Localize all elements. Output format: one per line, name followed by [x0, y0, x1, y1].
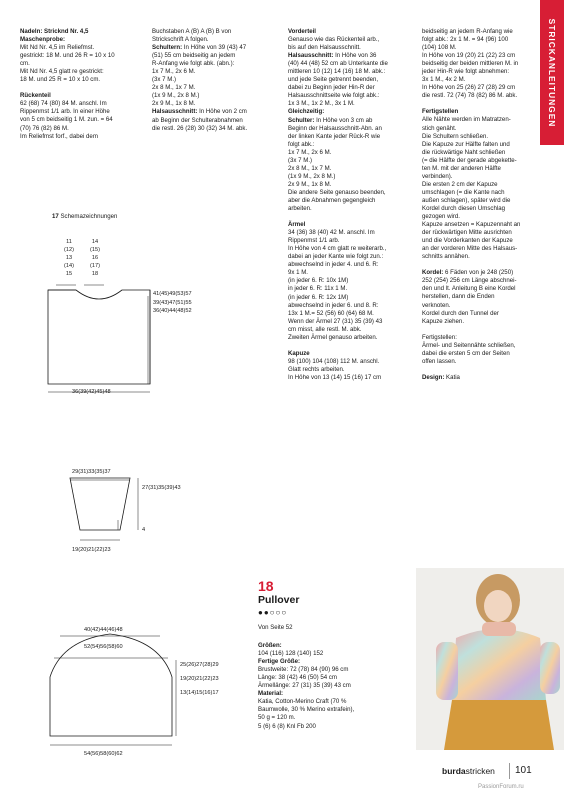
hood-bottom-label: 54(56)58(60)62: [84, 751, 123, 757]
text-line: gestrickt: 18 M. und 26 R = 10 x 10: [20, 52, 115, 60]
text-line: In Höhe von 13 (14) 15 (16) 17 cm: [288, 373, 382, 381]
sleeve-bottom-label: 19(20)21(22)23: [72, 547, 111, 553]
text-line: (3x 7 M.): [288, 156, 313, 164]
text-line: aber die Abnahmen gegengleich: [288, 196, 376, 204]
text-line: stich genäht.: [422, 124, 457, 132]
sleeve-outline: [70, 478, 130, 530]
text-line: arbeiten.: [288, 205, 312, 213]
hood-mid-label: 52(54)56(58)60: [84, 644, 123, 650]
sleeve-top-label: 29(31)33(35)37: [72, 469, 111, 475]
text-line: In Höhe von 4 cm glatt re weiterarb.,: [288, 245, 387, 253]
text-line: In Höhe von 19 (20) 21 (22) 23 cm: [422, 52, 516, 60]
text-line: der rückwärtigen Mitte ausrichten: [422, 229, 512, 237]
child-in-pullover-image: [416, 568, 564, 750]
schematic-caption-number: 17: [52, 213, 59, 220]
body-height-label: 41(45)49(53)57 39(43)47(51)55 36(40)44(48)52: [153, 291, 192, 314]
text-line: Schultern: In Höhe von 39 (43) 47: [152, 44, 247, 52]
text-line: Kapuze ansetzen = Kapuzennaht an: [422, 221, 521, 229]
text-line: Halsausschnitt: In Höhe von 36: [288, 52, 377, 60]
text-line: Kapuze ziehen.: [422, 317, 465, 325]
text-line: Vorderteil: [288, 28, 316, 35]
text-line: (in jeder 6. R: 12x 1M): [288, 293, 349, 301]
footer-divider: [509, 763, 510, 779]
text-line: gezogen wird.: [422, 213, 460, 221]
text-line: Kordel: 6 Fäden von je 248 (250): [422, 269, 514, 277]
text-line: folgt abk.:: [288, 140, 315, 148]
text-line: dabei an jeder Kante wie folgt zun.:: [288, 253, 384, 261]
text-line: abwechselnd in jeder 4. und 6. R:: [288, 261, 379, 269]
text-line: Zweiten Ärmel genauso arbeiten.: [288, 333, 378, 341]
text-line: Mit Nd Nr. 4,5 im Reliefmst.: [20, 44, 95, 52]
text-line: cm misst, alle restl. M. abk.: [288, 325, 362, 333]
model-photo: [416, 568, 564, 750]
text-line: Ärmellänge: 27 (31) 35 (39) 43 cm: [258, 682, 351, 690]
text-line: Baumwolle, 30 % Merino extrafein),: [258, 706, 355, 714]
text-line: (in jeder 6. R: 10x 1M): [288, 277, 349, 285]
text-line: (40) 44 (48) 52 cm ab Unterkante die: [288, 60, 388, 68]
text-line: außen schlagen), später wird die: [422, 196, 511, 204]
text-line: bis auf den Halsausschnitt.: [288, 44, 361, 52]
text-line: verknoten.: [422, 301, 451, 309]
text-line: 1x 3 M., 1x 2 M., 3x 1 M.: [288, 100, 355, 108]
text-line: an der vorderen Mitte des Halsaus-: [422, 245, 518, 253]
text-line: die restl. 72 (74) 78 (82) 86 M. abk.: [422, 92, 518, 100]
hood-height-2-label: 19(20)21(22)23: [180, 676, 219, 682]
model-title: Pullover: [258, 594, 300, 606]
text-line: Katia, Cotton-Merino Craft (70 %: [258, 698, 347, 706]
text-line: die rückwärtige Naht schließen: [422, 148, 506, 156]
text-line: Mit Nd Nr. 4,5 glatt re gestrickt:: [20, 68, 104, 76]
text-line: 2x 8 M., 1x 7 M.: [152, 84, 196, 92]
text-line: Im Reliefmst forf., dabei dem: [20, 132, 98, 140]
text-line: herstellen, dann die Enden: [422, 293, 495, 301]
text-line: 2x 8 M., 1x 7 M.: [288, 164, 332, 172]
text-line: Maschenprobe:: [20, 36, 66, 44]
text-line: dabei zu Beginn jeder Hin-R der: [288, 84, 375, 92]
text-line: schnitts annähen.: [422, 253, 470, 261]
text-line: verbinden).: [422, 172, 453, 180]
text-line: 13x 1 M.= 52 (56) 60 (64) 68 M.: [288, 309, 374, 317]
text-line: mittleren 10 (12) 14 (16) 18 M. abk.:: [288, 68, 386, 76]
text-line: cm.: [20, 60, 30, 68]
hood-height-1-label: 25(26)27(28)29: [180, 662, 219, 668]
text-line: 9x 1 M.: [288, 269, 308, 277]
body-shoulder-left-label: 11 (12) 13 (14) 15: [64, 239, 74, 277]
text-line: Rückenteil: [20, 92, 51, 100]
text-line: In Höhe von 25 (26) 27 (28) 29 cm: [422, 84, 516, 92]
text-line: Buchstaben A (B) A (B) B von: [152, 28, 232, 35]
from-page-ref: Von Seite 52: [258, 624, 293, 631]
model-number: 18: [258, 578, 274, 594]
text-line: Ärmel- und Seitennähte schließen,: [422, 341, 516, 349]
hood-height-3-label: 13(14)15(16)17: [180, 690, 219, 696]
text-line: offen lassen.: [422, 357, 457, 365]
body-width-label: 36(39(42)45)48: [72, 389, 111, 395]
sleeve-cuff-label: 4: [142, 527, 146, 533]
text-line: Fertigstellen:: [422, 333, 457, 341]
text-line: 252 (254) 256 cm Länge abschnei-: [422, 277, 517, 285]
text-line: Rippenmst 1/1 arb. In einer Höhe: [20, 108, 110, 116]
text-line: Gleichzeitig:: [288, 108, 325, 116]
text-line: 98 (100) 104 (108) 112 M. anschl.: [288, 357, 380, 365]
text-line: Kordel durch den Tunnel der: [422, 309, 499, 317]
text-line: (= die Hälfte der gerade abgekette-: [422, 156, 517, 164]
text-line: und die Vorderkanten der Kapuze: [422, 237, 513, 245]
text-line: von 5 cm beidseitig 1 M. zun. = 64: [20, 116, 113, 124]
text-line: 34 (36) 38 (40) 42 M. anschl. Im: [288, 229, 375, 237]
text-line: abwechselnd in jeder 6. und 8. R:: [288, 301, 379, 309]
text-line: Halsausschnitt: In Höhe von 2 cm: [152, 108, 247, 116]
text-line: folgt abk.: 2x 1 M. = 94 (96) 100: [422, 36, 509, 44]
text-line: Kordel durch diesen Umschlag: [422, 204, 505, 212]
text-line: Nadeln: Stricknd Nr. 4,5: [20, 28, 89, 35]
body-outline: [48, 290, 150, 384]
footer-brand: burdastricken: [442, 766, 495, 776]
text-line: umschlagen (= die Kante nach: [422, 188, 505, 196]
text-line: (70) 76 (82) 86 M.: [20, 124, 69, 132]
text-line: Brustweite: 72 (78) 84 (90) 96 cm: [258, 666, 349, 674]
text-line: jeder Hin-R wie folgt abnehmen:: [422, 68, 510, 76]
text-line: (51) 55 cm beidseitig an jedem: [152, 52, 236, 60]
text-line: 3x 1 M., 4x 2 M.: [422, 76, 466, 84]
text-line: Größen:: [258, 642, 282, 650]
text-line: Die Schultern schließen.: [422, 132, 489, 140]
text-line: beidseitig der beiden mittleren M. in: [422, 60, 519, 68]
text-line: Strickschrift A folgen.: [152, 36, 209, 44]
text-line: R-Anfang wie folgt abk. (abn.):: [152, 60, 235, 68]
text-line: (1x 9 M., 2x 8 M.): [152, 92, 200, 100]
text-line: Kapuze: [288, 349, 310, 357]
hood-top-label: 40(42)44(46)48: [84, 627, 123, 633]
sleeve-height-label: 27(31)35(39)43: [142, 485, 181, 491]
text-line: Design: Katia: [422, 373, 460, 381]
text-line: Schulter: In Höhe von 3 cm ab: [288, 116, 373, 124]
text-line: 18 M. und 25 R = 10 x 10 cm.: [20, 76, 101, 84]
text-line: dabei die ersten 5 cm der Seiten: [422, 349, 510, 357]
text-line: 1x 7 M., 2x 6 M.: [152, 68, 196, 76]
text-line: Die andere Seite genauso beenden,: [288, 188, 386, 196]
text-line: und jede Seite getrennt beenden,: [288, 76, 379, 84]
page-number: 101: [515, 765, 532, 776]
schematic-caption-text: Schemazeichnungen: [60, 213, 118, 220]
text-line: 2x 9 M., 1x 8 M.: [288, 180, 332, 188]
difficulty-rating: ●●○○○: [258, 608, 288, 617]
text-line: Fertigstellen: [422, 108, 459, 116]
text-line: Material:: [258, 690, 284, 698]
text-line: Rippenmst 1/1 arb.: [288, 237, 340, 245]
model-info: [258, 624, 408, 731]
text-line: Halsausschnittseite wie folgt abk.:: [288, 92, 380, 100]
watermark: PassionForum.ru: [478, 784, 524, 790]
text-line: Die ersten 2 cm der Kapuze: [422, 180, 498, 188]
text-line: 5 (6) 6 (8) Knl Fb 200: [258, 722, 316, 730]
text-line: 62 (68) 74 (80) 84 M. anschl. Im: [20, 100, 107, 108]
text-line: der linken Kante jeder Rück-R wie: [288, 132, 381, 140]
text-line: die restl. 26 (28) 30 (32) 34 M. abk.: [152, 124, 248, 132]
text-line: ten M. mit der anderen Hälfte: [422, 164, 501, 172]
text-line: (3x 7 M.): [152, 76, 177, 84]
text-line: 1x 7 M., 2x 6 M.: [288, 148, 332, 156]
text-line: Ärmel: [288, 221, 306, 229]
text-line: Fertige Größe:: [258, 658, 300, 666]
text-line: Die Kapuze zur Hälfte falten und: [422, 140, 510, 148]
text-line: den und lt. Anleitung B eine Kordel: [422, 285, 516, 293]
text-line: Genauso wie das Rückenteil arb.,: [288, 36, 380, 44]
text-line: (104) 108 M.: [422, 44, 457, 52]
text-line: 104 (116) 128 (140) 152: [258, 650, 324, 658]
text-line: in jeder 6. R: 11x 1 M.: [288, 285, 348, 293]
text-line: Beginn der Halsausschnitt-Abn. an: [288, 124, 382, 132]
text-line: 50 g = 120 m.: [258, 714, 296, 722]
text-line: Glatt rechts arbeiten.: [288, 365, 345, 373]
text-line: ab Beginn der Schulterabnahmen: [152, 116, 243, 124]
text-line: Länge: 38 (42) 46 (50) 54 cm: [258, 674, 337, 682]
text-line: beidseitig an jedem R-Anfang wie: [422, 28, 513, 35]
body-neck-label: 14 (15) 16 (17) 18: [90, 239, 100, 277]
text-line: Alle Nähte werden im Matratzen-: [422, 116, 511, 124]
text-line: 2x 9 M., 1x 8 M.: [152, 100, 196, 108]
text-line: (1x 9 M., 2x 8 M.): [288, 172, 336, 180]
section-tab-label: STRICKANLEITUNGEN: [547, 18, 557, 127]
text-line: Wenn der Ärmel 27 (31) 35 (39) 43: [288, 317, 383, 325]
